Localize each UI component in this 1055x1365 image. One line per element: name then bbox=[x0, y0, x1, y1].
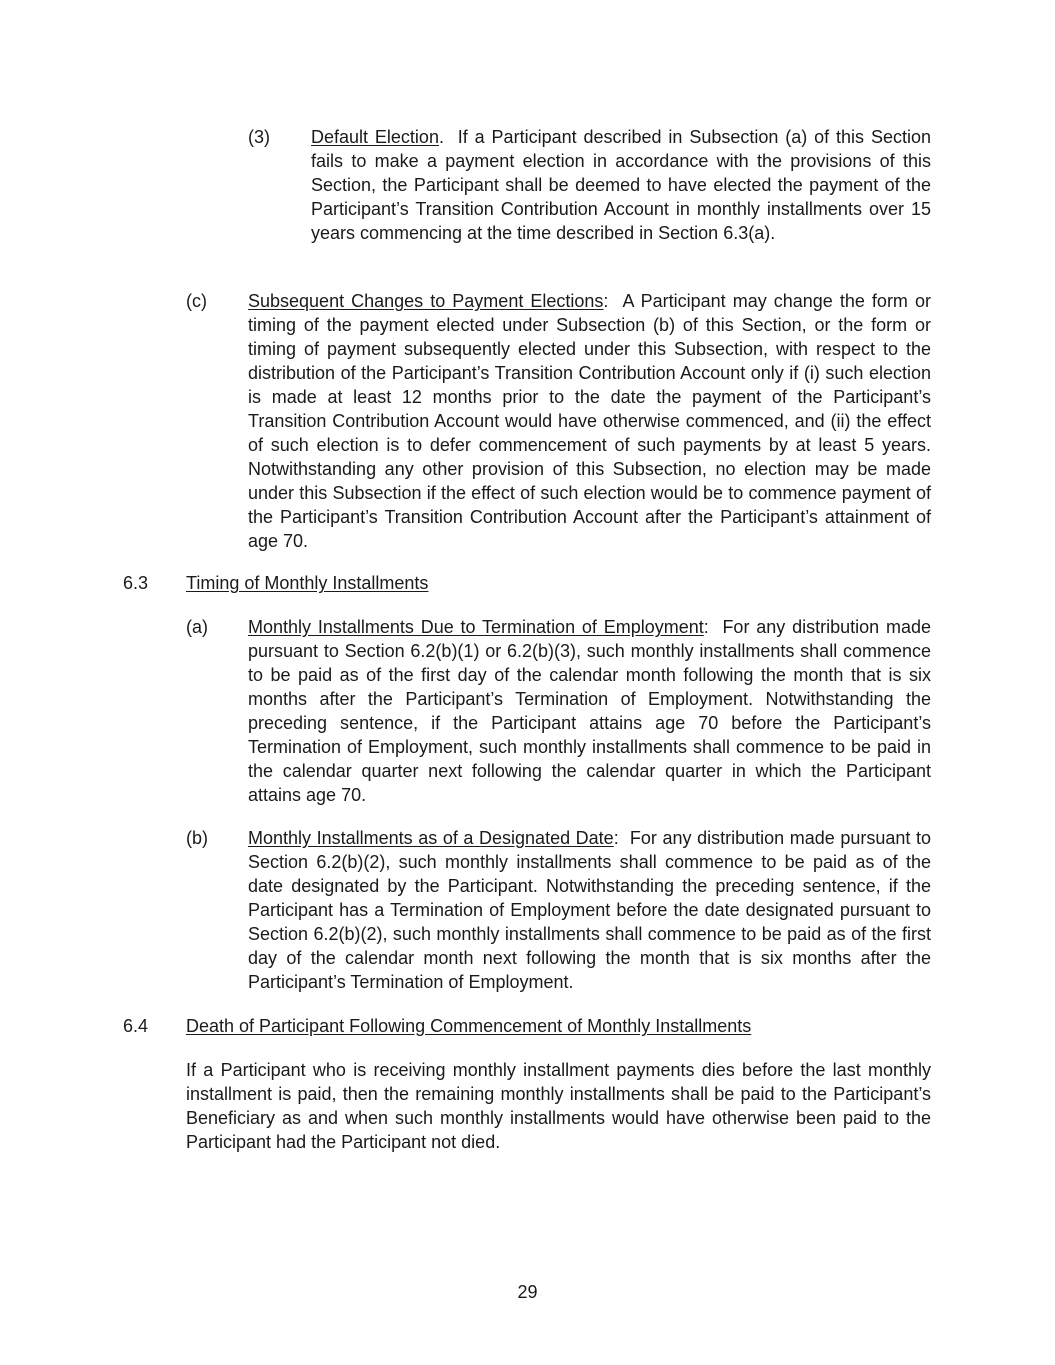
page-number: 29 bbox=[517, 1282, 538, 1302]
subsection-label: (a) bbox=[186, 617, 208, 637]
default-election-paragraph bbox=[311, 125, 931, 245]
subsequent-changes-title-punct: : bbox=[603, 291, 609, 311]
section-number: 6.4 bbox=[123, 1016, 149, 1036]
subsection-label: (b) bbox=[186, 828, 208, 848]
subsection-label: (c) bbox=[186, 291, 207, 311]
default-election-body: If a Participant described in Subsection (a) of this Section fails to make a payment election in accordance with the provisions of this Section, the Participant shall be deemed to have elected the payment of the Participant’s Transition Contribution Account in monthly installments over 15 years commencing at the time described in Section 6.3(a). bbox=[311, 127, 931, 243]
default-election-title-punct: . bbox=[438, 127, 444, 147]
section-heading: Death of Participant Following Commencement of Monthly Installments bbox=[186, 1016, 752, 1036]
termination-installments-title: Monthly Installments Due to Termination of Employment bbox=[248, 617, 704, 637]
termination-installments-paragraph bbox=[248, 615, 931, 807]
designated-date-body: For any distribution made pursuant to Section 6.2(b)(2), such monthly installments shall commence to be paid as of the date designated by the Participant. Notwithstanding the preceding sentence, if the Participant has a Termination of Employment before the date designated pursuant to Section 6.2(b)(2), such monthly installments shall commence to be paid as of the first day of the calendar month next following the month that is six months after the Participant’s Termination of Employment. bbox=[248, 828, 931, 992]
subsequent-changes-title: Subsequent Changes to Payment Elections bbox=[248, 291, 604, 311]
designated-date-title: Monthly Installments as of a Designated Date bbox=[248, 828, 614, 848]
default-election-title: Default Election bbox=[311, 127, 439, 147]
subsequent-changes-body: A Participant may change the form or timing of the payment elected under Subsection (b) of this Section, or the form or timing of payment subsequently elected under this Subsection, with respect to the distribution of the Participant’s Transition Contribution Account only if (i) such election is made at least 12 months prior to the date the payment of the Participant’s Transition Contribution Account would have otherwise commenced, and (ii) the effect of such election is to defer commencement of such payments by at least 5 years. Notwithstanding any other provision of this Subsection, no election may be made under this Subsection if the effect of such election would be to commence payment of the Participant’s Transition Contribution Account after the Participant’s attainment of age 70. bbox=[248, 291, 931, 551]
termination-installments-title-punct: : bbox=[703, 617, 709, 637]
termination-installments-body: For any distribution made pursuant to Section 6.2(b)(1) or 6.2(b)(3), such monthly installments shall commence to be paid as of the first day of the calendar month following the month that is six months after the Participant’s Termination of Employment. Notwithstanding the preceding sentence, if the Participant attains age 70 before the Participant’s Termination of Employment, such monthly installments shall commence to be paid in the calendar quarter next following the calendar quarter in which the Participant attains age 70. bbox=[248, 617, 931, 805]
designated-date-title-punct: : bbox=[613, 828, 619, 848]
section-heading: Timing of Monthly Installments bbox=[186, 573, 429, 593]
subsequent-changes-paragraph bbox=[248, 289, 931, 553]
designated-date-paragraph bbox=[248, 826, 931, 994]
section-number: 6.3 bbox=[123, 573, 149, 593]
subsection-label: (3) bbox=[248, 127, 270, 147]
death-of-participant-paragraph: If a Participant who is receiving monthly installment payments dies before the last monthly installment is paid, then the remaining monthly installments shall be paid to the Participant’s Beneficiary as and when such monthly installments would have otherwise been paid to the Participant had the Participant not died. bbox=[186, 1060, 931, 1152]
